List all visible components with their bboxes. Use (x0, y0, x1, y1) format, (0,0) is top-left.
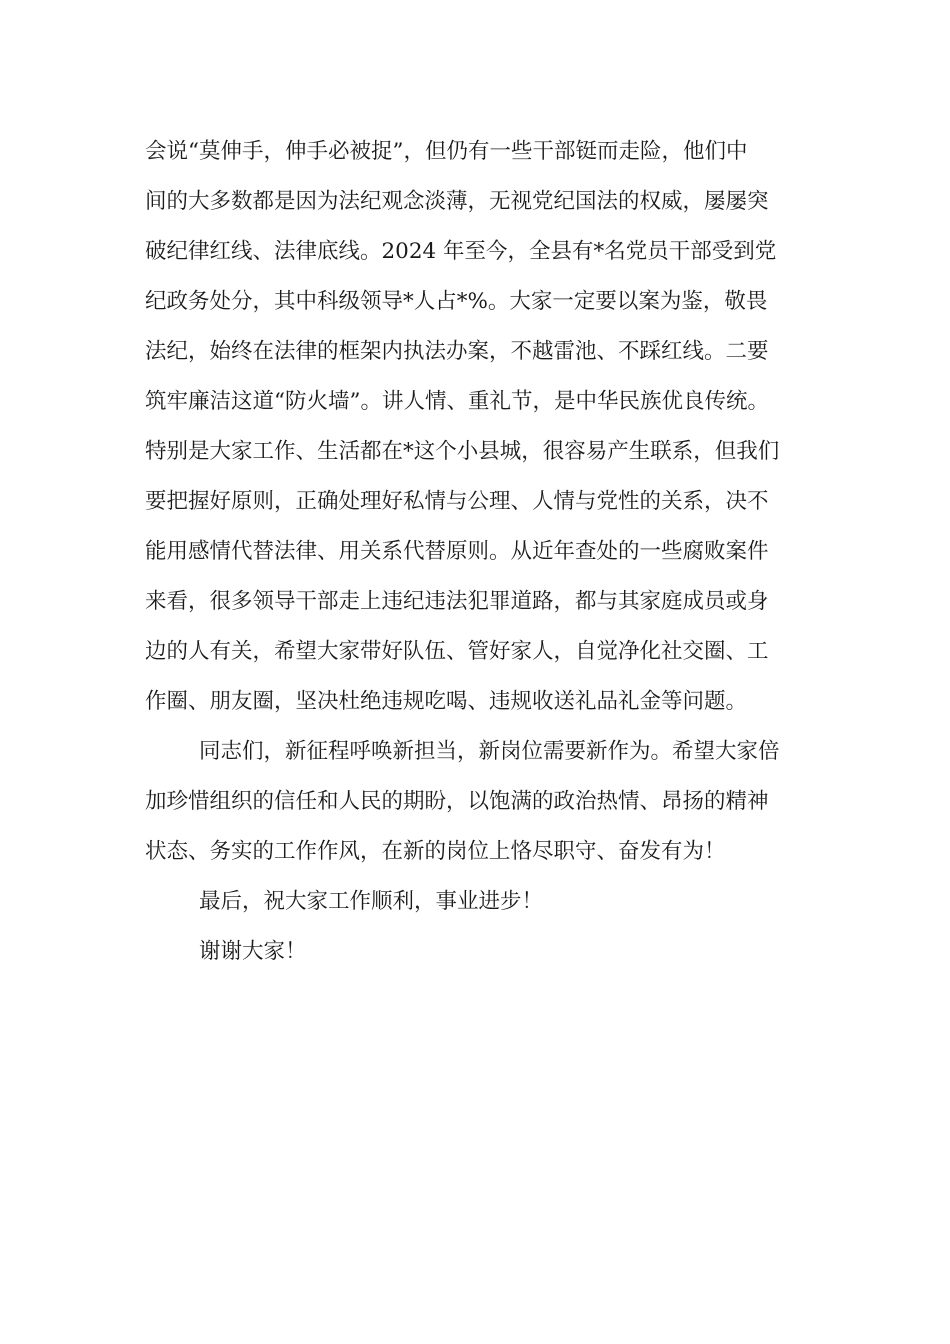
text-line: 纪政务处分，其中科级领导*人占*%。大家一定要以案为鉴，敬畏 (145, 289, 768, 314)
text-line: 筑牢廉洁这道“防火墙”。讲人情、重礼节，是中华民族优良传统。 (145, 389, 769, 414)
text-line: 能用感情代替法律、用关系代替原则。从近年查处的一些腐败案件 (145, 539, 769, 564)
text-line: 破纪律红线、法律底线。2024 年至今，全县有*名党员干部受到党 (145, 239, 777, 264)
closing-wish-line: 最后，祝大家工作顺利，事业进步！ (199, 889, 544, 914)
text-line: 边的人有关，希望大家带好队伍、管好家人，自觉净化社交圈、工 (145, 639, 769, 664)
text-line: 法纪，始终在法律的框架内执法办案，不越雷池、不踩红线。二要 (145, 339, 769, 364)
text-line: 要把握好原则，正确处理好私情与公理、人情与党性的关系，决不 (145, 489, 769, 514)
text-line: 间的大多数都是因为法纪观念淡薄，无视党纪国法的权威，屡屡突 (145, 189, 769, 214)
text-line: 特别是大家工作、生活都在*这个小县城，很容易产生联系，但我们 (145, 439, 780, 464)
text-line: 会说“莫伸手，伸手必被捉”，但仍有一些干部铤而走险，他们中 (145, 139, 748, 164)
text-line: 加珍惜组织的信任和人民的期盼，以饱满的政治热情、昂扬的精神 (145, 789, 769, 814)
thanks-line: 谢谢大家！ (199, 939, 307, 964)
paragraph-start-line: 同志们，新征程呼唤新担当，新岗位需要新作为。希望大家倍 (199, 739, 780, 764)
text-line: 作圈、朋友圈，坚决杜绝违规吃喝、违规收送礼品礼金等问题。 (145, 689, 748, 714)
body-text (145, 127, 845, 977)
text-line: 状态、务实的工作作风，在新的岗位上恪尽职守、奋发有为！ (145, 839, 726, 864)
text-line: 来看，很多领导干部走上违纪违法犯罪道路，都与其家庭成员或身 (145, 589, 769, 614)
